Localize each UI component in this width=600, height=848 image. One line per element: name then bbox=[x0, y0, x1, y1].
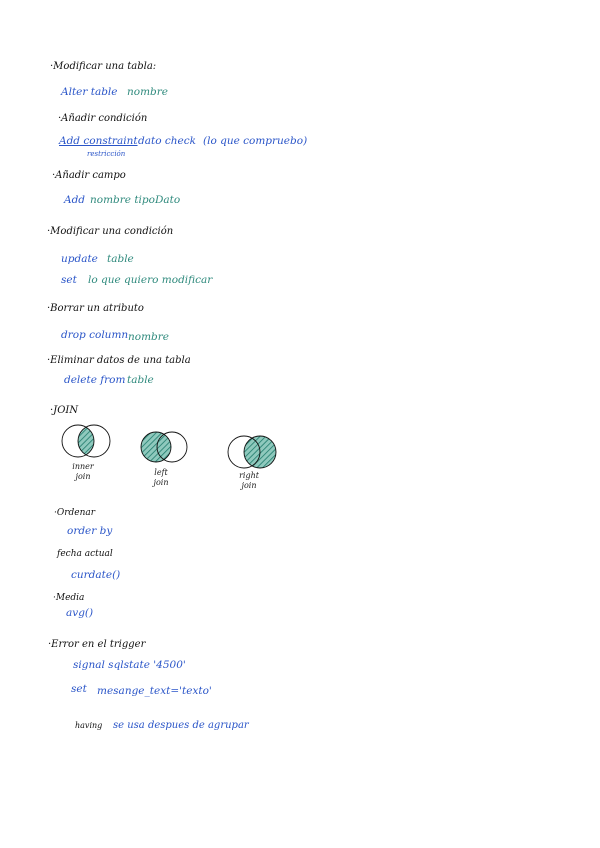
heading-join: ·JOIN bbox=[50, 405, 79, 416]
code-delete-arg: table bbox=[127, 374, 154, 386]
code-alter-arg: nombre bbox=[127, 86, 168, 98]
label-inner-join bbox=[66, 462, 100, 482]
code-delete-from: delete from bbox=[64, 374, 126, 386]
code-order-by: order by bbox=[67, 525, 113, 537]
code-constraint-rest: dato check bbox=[138, 135, 196, 147]
heading-modificar-tabla: ·Modificar una tabla: bbox=[50, 61, 157, 72]
label-right-join-line2: join bbox=[241, 481, 257, 490]
label-having: having bbox=[75, 721, 103, 730]
label-left-join-line1: left bbox=[154, 468, 168, 477]
venn-inner-join bbox=[62, 425, 110, 457]
code-alter-table: Alter table bbox=[61, 86, 118, 98]
label-inner-join-line2: join bbox=[75, 472, 91, 481]
code-set-message-arg: mesange_text='texto' bbox=[97, 685, 212, 697]
code-add: Add bbox=[64, 194, 86, 206]
code-set: set bbox=[61, 274, 77, 286]
label-inner-join-line1: inner bbox=[72, 462, 94, 471]
code-curdate: curdate() bbox=[71, 569, 121, 581]
venn-right-join bbox=[228, 436, 276, 468]
venn-left-join bbox=[141, 432, 187, 462]
code-update: update bbox=[61, 253, 98, 265]
code-signal-sqlstate: signal sqlstate '4500' bbox=[73, 659, 186, 671]
code-set-arg: lo que quiero modificar bbox=[88, 274, 213, 286]
label-left-join bbox=[146, 468, 176, 488]
annotation-restriccion: restricción bbox=[87, 150, 126, 158]
heading-borrar-atributo: ·Borrar un atributo bbox=[47, 303, 144, 314]
code-drop-arg: nombre bbox=[128, 331, 169, 343]
comment-lo-que-compruebo: (lo que compruebo) bbox=[203, 135, 308, 147]
label-right-join-line1: right bbox=[239, 471, 259, 480]
heading-anadir-campo: ·Añadir campo bbox=[52, 170, 126, 181]
note-having-text: se usa despues de agrupar bbox=[113, 720, 249, 731]
heading-ordenar: ·Ordenar bbox=[54, 508, 96, 518]
heading-media: ·Media bbox=[53, 593, 85, 603]
code-drop-column: drop column bbox=[61, 329, 129, 341]
code-add-constraint: Add constraint bbox=[59, 135, 138, 147]
heading-modificar-condicion: ·Modificar una condición bbox=[47, 226, 174, 237]
heading-anadir-condicion: ·Añadir condición bbox=[58, 113, 148, 124]
heading-error-trigger: ·Error en el trigger bbox=[48, 639, 146, 650]
heading-fecha-actual: fecha actual bbox=[57, 549, 113, 559]
code-avg: avg() bbox=[66, 607, 94, 619]
code-add-rest: nombre tipoDato bbox=[90, 194, 181, 206]
code-set-message: set bbox=[71, 683, 87, 695]
code-update-arg: table bbox=[107, 253, 134, 265]
label-right-join bbox=[234, 471, 264, 491]
heading-eliminar-datos: ·Eliminar datos de una tabla bbox=[47, 355, 191, 366]
label-left-join-line2: join bbox=[153, 478, 169, 487]
